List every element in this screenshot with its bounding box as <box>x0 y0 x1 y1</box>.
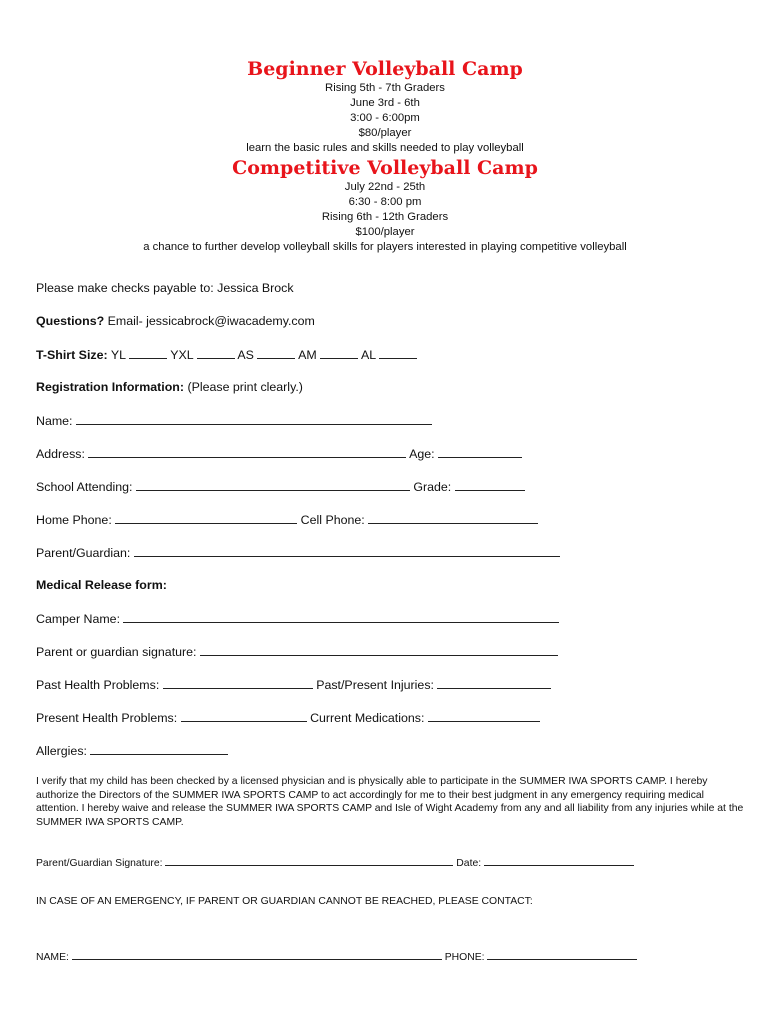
size-yxl-field[interactable] <box>197 346 235 359</box>
emergency-phone-label: PHONE: <box>444 952 485 963</box>
past-injuries-field[interactable] <box>437 676 551 689</box>
present-health-label: Present Health Problems: <box>36 711 178 725</box>
size-as-label: AS <box>237 348 254 362</box>
beginner-price: $80/player <box>358 127 412 139</box>
guardian-signature-row <box>36 643 558 660</box>
checks-payable-text: Please make checks payable to: Jessica Brock <box>36 281 294 295</box>
registration-note: (Please print clearly.) <box>187 380 303 394</box>
beginner-grades: Rising 5th - 7th Graders <box>325 82 445 94</box>
emergency-phone-field[interactable] <box>487 949 637 960</box>
name-row <box>36 412 432 429</box>
verification-paragraph: I verify that my child has been checked by a licensed physician and is physically able to participate in the SUMMER IWA SPORTS CAMP. I hereby authorize the Directors of the SUMMER IWA SPORTS CAMP to act accordingly for me to their best judgment in any emergency requiring medical attention. I hereby waive and release the SUMMER IWA SPORTS CAMP and Isle of Wight Academy from any and all liability from any injuries while at the SUMMER IWA SPORTS CAMP. <box>36 776 744 828</box>
beginner-camp-title: Beginner Volleyball Camp <box>247 58 523 80</box>
name-label: Name: <box>36 414 73 428</box>
tshirt-size-line <box>36 346 417 363</box>
health-row <box>36 676 551 693</box>
emergency-name-field[interactable] <box>72 949 442 960</box>
date-field[interactable] <box>484 855 634 866</box>
competitive-time: 6:30 - 8:00 pm <box>348 196 422 208</box>
home-phone-field[interactable] <box>115 511 297 524</box>
beginner-camp-section <box>0 57 770 156</box>
competitive-grades: Rising 6th - 12th Graders <box>321 211 449 223</box>
competitive-description: a chance to further develop volleyball skills for players interested in playing competitive volleyball <box>143 241 627 253</box>
tshirt-size-label: T-Shirt Size: <box>36 348 108 362</box>
date-label: Date: <box>456 858 482 869</box>
camper-name-field[interactable] <box>123 610 559 623</box>
camper-name-row <box>36 610 559 627</box>
parent-guardian-row <box>36 544 560 561</box>
present-health-field[interactable] <box>181 709 307 722</box>
allergies-row <box>36 742 228 759</box>
cell-phone-label: Cell Phone: <box>300 513 365 527</box>
size-yxl-label: YXL <box>170 348 194 362</box>
questions-label: Questions? <box>36 314 105 328</box>
address-field[interactable] <box>88 445 406 458</box>
size-as-field[interactable] <box>257 346 295 359</box>
beginner-time: 3:00 - 6:00pm <box>350 112 420 124</box>
cell-phone-field[interactable] <box>368 511 538 524</box>
age-field[interactable] <box>438 445 522 458</box>
competitive-camp-section <box>0 156 770 255</box>
age-label: Age: <box>409 447 435 461</box>
home-phone-label: Home Phone: <box>36 513 112 527</box>
registration-label: Registration Information: <box>36 380 184 394</box>
guardian-signature-label: Parent or guardian signature: <box>36 645 197 659</box>
camper-name-label: Camper Name: <box>36 612 121 626</box>
size-yl-field[interactable] <box>129 346 167 359</box>
beginner-description: learn the basic rules and skills needed to play volleyball <box>246 142 524 154</box>
allergies-field[interactable] <box>90 742 228 755</box>
parent-guardian-label: Parent/Guardian: <box>36 546 131 560</box>
emergency-contact-row <box>36 949 637 965</box>
competitive-dates: July 22nd - 25th <box>344 181 426 193</box>
size-al-label: AL <box>360 348 376 362</box>
phone-row <box>36 511 538 528</box>
registration-heading <box>36 379 303 395</box>
past-injuries-label: Past/Present Injuries: <box>316 678 434 692</box>
school-row <box>36 478 525 495</box>
name-field[interactable] <box>76 412 432 425</box>
final-signature-field[interactable] <box>165 855 453 866</box>
questions-line <box>36 313 315 329</box>
allergies-label: Allergies: <box>36 744 87 758</box>
size-yl-label: YL <box>110 348 126 362</box>
beginner-dates: June 3rd - 6th <box>350 97 420 109</box>
address-row <box>36 445 522 462</box>
past-health-label: Past Health Problems: <box>36 678 160 692</box>
competitive-price: $100/player <box>355 226 415 238</box>
medical-release-heading: Medical Release form: <box>36 578 167 592</box>
emergency-notice: IN CASE OF AN EMERGENCY, IF PARENT OR GUARDIAN CANNOT BE REACHED, PLEASE CONTACT: <box>36 896 533 907</box>
guardian-signature-field[interactable] <box>200 643 558 656</box>
grade-label: Grade: <box>413 480 452 494</box>
size-am-field[interactable] <box>320 346 358 359</box>
past-health-field[interactable] <box>163 676 313 689</box>
medications-label: Current Medications: <box>310 711 425 725</box>
grade-field[interactable] <box>455 478 525 491</box>
questions-email: Email- jessicabrock@iwacademy.com <box>107 314 315 328</box>
medications-field[interactable] <box>428 709 540 722</box>
present-health-row <box>36 709 540 726</box>
size-al-field[interactable] <box>379 346 417 359</box>
emergency-name-label: NAME: <box>36 952 69 963</box>
size-am-label: AM <box>298 348 317 362</box>
final-signature-row <box>36 855 634 871</box>
school-field[interactable] <box>136 478 410 491</box>
final-signature-label: Parent/Guardian Signature: <box>36 858 163 869</box>
parent-guardian-field[interactable] <box>134 544 560 557</box>
school-label: School Attending: <box>36 480 133 494</box>
address-label: Address: <box>36 447 85 461</box>
competitive-camp-title: Competitive Volleyball Camp <box>232 157 538 179</box>
